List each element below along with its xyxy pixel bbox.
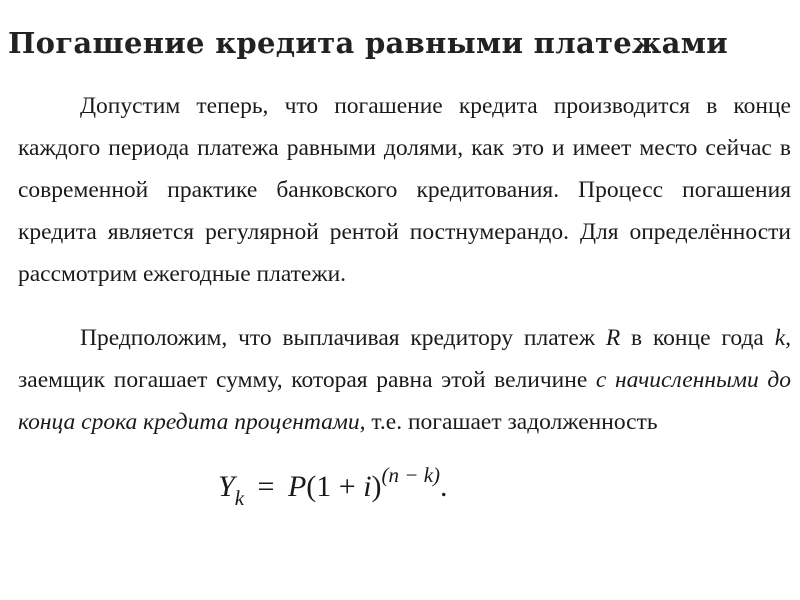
formula-equals: =	[257, 470, 275, 503]
paragraph-2-part-1: Предположим, что выплачивая кредитору платеж	[80, 325, 606, 351]
variable-r: R	[605, 325, 621, 351]
paragraph-2	[18, 317, 791, 443]
paragraph-2-part-4: , т.е. погашает задолженность	[359, 409, 658, 435]
paragraph-1-text: Допустим теперь, что погашение кредита производится в конце каждого периода платежа равными долями, как это и имеет место сейчас в современной практике банковского кредитования. Процесс погашения кредита является регулярной рентой постнумерандо. Для определённости рассмотрим ежегодные платежи.	[18, 93, 791, 287]
formula-rhs-variable: P	[287, 470, 307, 503]
paragraph-2-part-3: заемщик погашает сумму, которая равна этой величине	[18, 367, 596, 393]
formula-lhs-subscript: k	[234, 486, 245, 510]
formula-rhs-base: (1 +	[306, 470, 364, 503]
variable-k: k,	[774, 325, 791, 351]
paragraph-1	[18, 85, 791, 295]
formula-exponent: (n − k)	[381, 463, 441, 487]
paragraph-2-part-2: в конце года	[620, 325, 775, 351]
formula-lhs-variable: Y	[218, 470, 235, 503]
formula-rhs-close: )	[371, 470, 382, 503]
formula-rhs-rate: i	[363, 470, 372, 503]
slide-title: Погашение кредита равными платежами	[8, 26, 729, 60]
italic-phrase: с начисленными до конца срока кредита процентами	[18, 367, 791, 435]
formula	[218, 463, 448, 510]
formula-period: .	[440, 470, 448, 503]
